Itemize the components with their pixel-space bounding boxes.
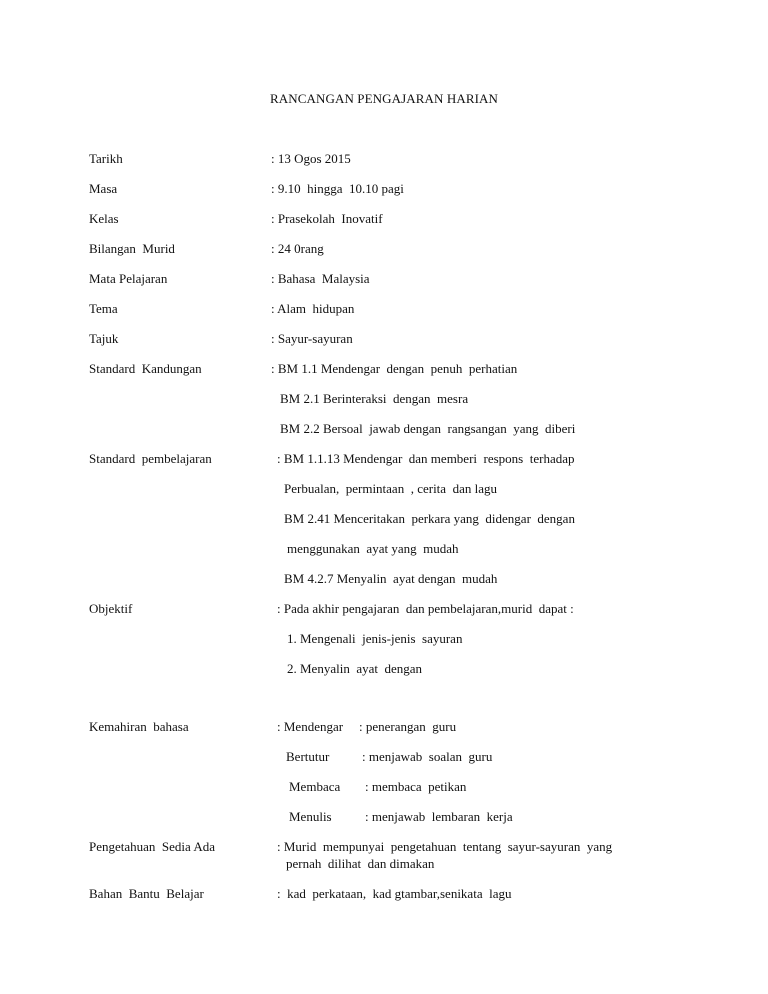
mata-pelajaran-value: : Bahasa Malaysia	[271, 271, 370, 286]
objektif-line: : Pada akhir pengajaran dan pembelajaran,murid dapat :	[277, 601, 574, 616]
tema-label: Tema	[89, 301, 118, 316]
masa-label: Masa	[89, 181, 118, 196]
standard-kandungan-line: BM 2.1 Berinteraksi dengan mesra	[280, 391, 469, 406]
kemahiran-skill-desc: : membaca petikan	[365, 779, 467, 794]
tarikh-value: : 13 Ogos 2015	[271, 151, 351, 166]
masa-value: : 9.10 hingga 10.10 pagi	[271, 181, 404, 196]
tema-value: : Alam hidupan	[271, 301, 355, 316]
standard-pembelajaran-line: BM 2.41 Menceritakan perkara yang didengar dengan	[284, 511, 575, 526]
standard-pembelajaran-label: Standard pembelajaran	[89, 451, 212, 466]
standard-kandungan-label: Standard Kandungan	[89, 361, 202, 376]
tarikh-label: Tarikh	[89, 151, 123, 166]
mata-pelajaran-label: Mata Pelajaran	[89, 271, 168, 286]
standard-pembelajaran-line: menggunakan ayat yang mudah	[287, 541, 459, 556]
kemahiran-skill-name: : Mendengar	[277, 719, 344, 734]
pengetahuan-sedia-ada-label: Pengetahuan Sedia Ada	[89, 839, 215, 854]
standard-pembelajaran-line: BM 4.2.7 Menyalin ayat dengan mudah	[284, 571, 498, 586]
bahan-bantu-belajar-label: Bahan Bantu Belajar	[89, 886, 204, 901]
kelas-label: Kelas	[89, 211, 119, 226]
tajuk-value: : Sayur-sayuran	[271, 331, 353, 346]
pengetahuan-line: pernah dilihat dan dimakan	[286, 856, 435, 871]
objektif-line: 1. Mengenali jenis-jenis sayuran	[287, 631, 463, 646]
kelas-value: : Prasekolah Inovatif	[271, 211, 383, 226]
objektif-line: 2. Menyalin ayat dengan	[287, 661, 423, 676]
kemahiran-skill-desc: : penerangan guru	[359, 719, 457, 734]
standard-kandungan-line: BM 2.2 Bersoal jawab dengan rangsangan yang diberi	[280, 421, 576, 436]
pengetahuan-line: : Murid mempunyai pengetahuan tentang sayur-sayuran yang	[277, 839, 613, 854]
tajuk-label: Tajuk	[89, 331, 119, 346]
kemahiran-skill-name: Membaca	[289, 779, 341, 794]
kemahiran-skill-name: Menulis	[289, 809, 332, 824]
bilangan-murid-value: : 24 0rang	[271, 241, 324, 256]
objektif-label: Objektif	[89, 601, 133, 616]
kemahiran-skill-desc: : menjawab lembaran kerja	[365, 809, 513, 824]
kemahiran-skill-desc: : menjawab soalan guru	[362, 749, 493, 764]
standard-pembelajaran-line: : BM 1.1.13 Mendengar dan memberi respons terhadap	[277, 451, 575, 466]
standard-kandungan-line: : BM 1.1 Mendengar dengan penuh perhatian	[271, 361, 518, 376]
bilangan-murid-label: Bilangan Murid	[89, 241, 175, 256]
standard-pembelajaran-line: Perbualan, permintaan , cerita dan lagu	[284, 481, 497, 496]
kemahiran-skill-name: Bertutur	[286, 749, 330, 764]
document-title: RANCANGAN PENGAJARAN HARIAN	[269, 91, 499, 106]
kemahiran-bahasa-label: Kemahiran bahasa	[89, 719, 189, 734]
bahan-bantu-belajar-value: : kad perkataan, kad gtambar,senikata lagu	[277, 886, 512, 901]
